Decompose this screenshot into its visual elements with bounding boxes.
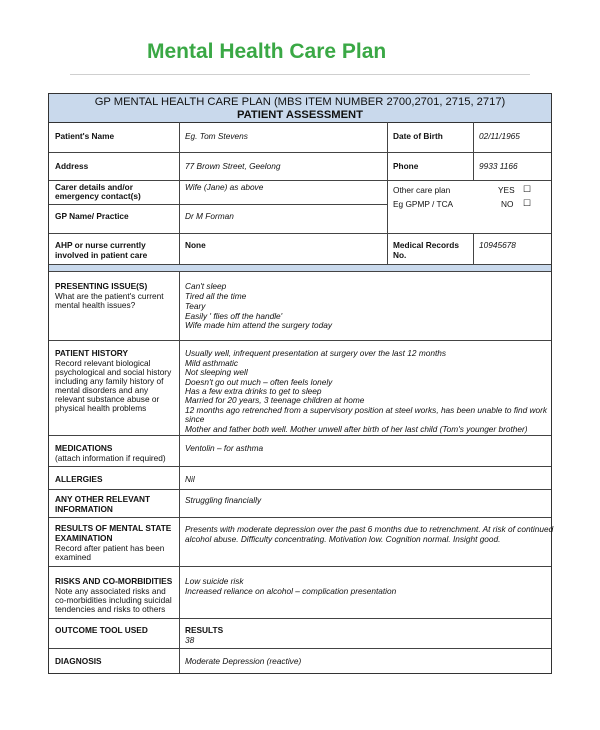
medical-records-label: Medical Records: [393, 240, 459, 250]
carer-value: Wife (Jane) as above: [185, 182, 264, 192]
title-divider: [70, 74, 530, 75]
address-label: Address: [55, 161, 89, 171]
section-separator-band: [49, 264, 551, 271]
ahp-value: None: [185, 240, 206, 250]
patient-history-line: Usually well, infrequent presentation at surgery over the last 12 months: [185, 348, 447, 358]
risks-line: Low suicide risk: [185, 576, 244, 586]
mental-state-instruction: Record after patient has been: [55, 543, 165, 553]
mental-state-heading: RESULTS OF MENTAL STATE: [55, 523, 172, 533]
mental-state-line: Presents with moderate depression over the past 6 months due to retrenchment. At risk of continued: [185, 524, 554, 534]
patient-history-instruction: physical health problems: [55, 403, 147, 413]
patient-history-line: Married for 20 years, 3 teenage children at home: [185, 395, 365, 405]
results-value: 38: [185, 635, 195, 645]
yes-checkbox[interactable]: ☐: [523, 184, 532, 194]
allergies-value: Nil: [185, 474, 195, 484]
risks-line: Increased reliance on alcohol – complication presentation: [185, 586, 397, 596]
carer-label-line2: emergency contact(s): [55, 191, 141, 201]
presenting-issues-heading: PRESENTING ISSUE(S): [55, 281, 148, 291]
diagnosis-value: Moderate Depression (reactive): [185, 656, 302, 666]
yes-label: YES: [498, 185, 515, 195]
row-divider: [49, 466, 551, 467]
patient-history-line: Has a few extra drinks to get to sleep: [185, 386, 322, 396]
medical-records-value: 10945678: [479, 240, 516, 250]
results-label: RESULTS: [185, 625, 224, 635]
row-divider: [49, 180, 551, 181]
dob-value: 02/11/1965: [479, 131, 520, 141]
presenting-issues-instruction: mental health issues?: [55, 300, 136, 310]
patient-history-line: since: [185, 414, 205, 424]
medications-heading: MEDICATIONS: [55, 443, 113, 453]
document-title: Mental Health Care Plan: [147, 40, 387, 63]
patient-name-value: Eg. Tom Stevens: [185, 131, 248, 141]
gp-value: Dr M Forman: [185, 211, 234, 221]
diagnosis-heading: DIAGNOSIS: [55, 656, 102, 666]
banner-subtitle: PATIENT ASSESSMENT: [237, 109, 363, 121]
mental-state-instruction: examined: [55, 552, 91, 562]
presenting-issue-line: Wife made him attend the surgery today: [185, 320, 333, 330]
medications-value: Ventolin – for asthma: [185, 443, 264, 453]
allergies-heading: ALLERGIES: [55, 474, 103, 484]
column-divider: [473, 122, 474, 180]
patient-history-line: 12 months ago retrenched from a supervisory position at steel works, has been unable to find work: [185, 405, 548, 415]
column-divider: [179, 271, 180, 673]
address-value: 77 Brown Street, Geelong: [185, 161, 281, 171]
row-divider: [49, 489, 551, 490]
presenting-issue-line: Tired all the time: [185, 291, 247, 301]
other-info-heading: ANY OTHER RELEVANT: [55, 494, 151, 504]
outcome-tool-heading: OUTCOME TOOL USED: [55, 625, 148, 635]
row-divider: [49, 233, 551, 234]
dob-label: Date of Birth: [393, 131, 443, 141]
column-divider: [179, 122, 180, 264]
patient-history-line: Doesn't go out much – often feels lonely: [185, 377, 333, 387]
row-divider: [49, 264, 551, 265]
row-divider: [49, 271, 551, 272]
row-divider: [49, 648, 551, 649]
patient-history-line: Mild asthmatic: [185, 358, 239, 368]
presenting-issue-line: Teary: [185, 301, 206, 311]
row-divider: [49, 618, 551, 619]
row-divider: [49, 517, 551, 518]
patient-history-instruction: relevant substance abuse or: [55, 394, 160, 404]
row-divider: [49, 204, 387, 205]
gpmp-label: Eg GPMP / TCA: [393, 199, 454, 209]
patient-history-instruction: Record relevant biological: [55, 358, 151, 368]
patient-history-instruction: psychological and social history: [55, 367, 172, 377]
patient-history-line: Not sleeping well: [185, 367, 248, 377]
risks-instruction: tendencies and risks to others: [55, 604, 166, 614]
patient-history-line: Mother and father both well. Mother unwell after birth of her last child (Tom's younger brother): [185, 424, 528, 434]
row-divider: [49, 566, 551, 567]
medications-instruction: (attach information if required): [55, 453, 166, 463]
medical-records-label-line2: No.: [393, 250, 407, 260]
other-info-heading-line2: INFORMATION: [55, 504, 113, 514]
phone-label: Phone: [393, 161, 419, 171]
row-divider: [49, 435, 551, 436]
row-divider: [49, 152, 551, 153]
risks-heading: RISKS AND CO-MORBIDITIES: [55, 576, 173, 586]
mental-state-heading-line2: EXAMINATION: [55, 533, 113, 543]
patient-name-label: Patient's Name: [55, 131, 115, 141]
risks-instruction: Note any associated risks and: [55, 586, 166, 596]
ahp-label: AHP or nurse currently: [55, 240, 146, 250]
column-divider: [387, 122, 388, 264]
presenting-issue-line: Can't sleep: [185, 281, 227, 291]
mental-state-line: alcohol abuse. Difficulty concentrating. Motivation low. Cognition normal. Insight good.: [185, 534, 501, 544]
ahp-label-line2: involved in patient care: [55, 250, 148, 260]
row-divider: [49, 340, 551, 341]
risks-instruction: co-morbidities including suicidal: [55, 595, 172, 605]
no-label: NO: [501, 199, 514, 209]
patient-history-heading: PATIENT HISTORY: [55, 348, 128, 358]
patient-history-instruction: including any family history of: [55, 376, 164, 386]
form-banner: [49, 94, 551, 123]
other-care-plan-label: Other care plan: [393, 185, 451, 195]
presenting-issues-instruction: What are the patient's current: [55, 291, 164, 301]
other-info-value: Struggling financially: [185, 495, 262, 505]
phone-value: 9933 1166: [479, 161, 518, 171]
carer-label: Carer details and/or: [55, 182, 133, 192]
patient-history-instruction: mental disorders and any: [55, 385, 149, 395]
banner-title: GP MENTAL HEALTH CARE PLAN (MBS ITEM NUMBER 2700,2701, 2715, 2717): [94, 96, 506, 108]
care-plan-form: [48, 93, 552, 674]
presenting-issue-line: Easily ' flies off the handle': [185, 311, 283, 321]
gp-label: GP Name/ Practice: [55, 211, 129, 221]
no-checkbox[interactable]: ☐: [523, 198, 532, 208]
column-divider: [473, 233, 474, 264]
